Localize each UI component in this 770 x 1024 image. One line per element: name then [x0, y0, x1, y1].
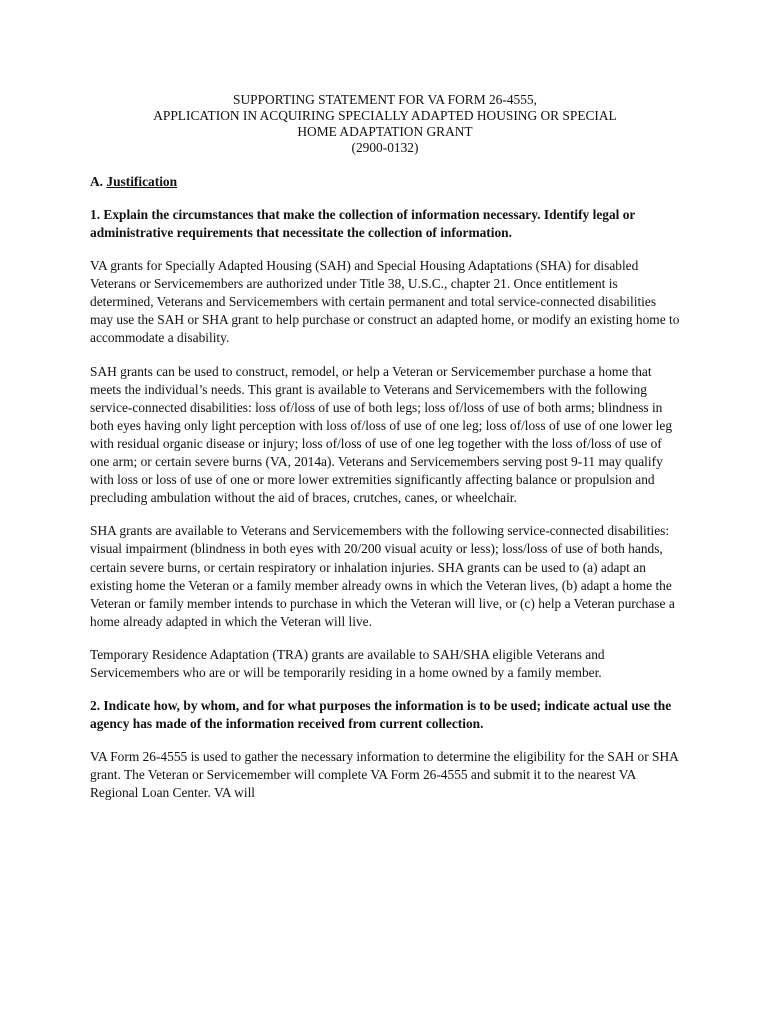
title-line-1: SUPPORTING STATEMENT FOR VA FORM 26-4555,: [233, 92, 537, 107]
section-a-prefix: A.: [90, 174, 104, 189]
paragraph-sha-grants: SHA grants are available to Veterans and Servicemembers with the following service-connected disabilities: visual impairment (blindness in both eyes with 20/200 visual acuity or less); loss/loss of use of both hands, certain severe burns, or certain respiratory or inhalation injuries. SHA grants can be used to (a) adapt an existing home the Veteran or a family member already owns in which the Veteran lives, (b) adapt a home the Veteran or family member intends to purchase in which the Veteran will live, or (c) help a Veteran purchase a home already adapted in which the Veteran will live.: [90, 523, 675, 629]
paragraph-tra-grants: Temporary Residence Adaptation (TRA) grants are available to SAH/SHA eligible Veterans and Servicemembers who are or will be temporarily residing in a home owned by a family member.: [90, 646, 605, 680]
title-line-3: HOME ADAPTATION GRANT: [297, 124, 473, 139]
question-1: 1. Explain the circumstances that make the collection of information necessary. Identify legal or administrative requirements that necessitate the collection of information.: [90, 207, 636, 241]
paragraph-sah-sha-authority: VA grants for Specially Adapted Housing (SAH) and Special Housing Adaptations (SHA) for disabled Veterans or Servicemembers are authorized under Title 38, U.S.C., chapter 21. Once entitlement is determined, Veterans and Servicemembers with certain permanent and total service-connected disabilities may use the SAH or SHA grant to help purchase or construct an adapted home, or modify an existing home to accommodate a disability.: [90, 258, 680, 346]
document-title: [90, 92, 680, 156]
title-line-2: APPLICATION IN ACQUIRING SPECIALLY ADAPTED HOUSING OR SPECIAL: [153, 108, 617, 123]
section-a-label: Justification: [106, 174, 178, 189]
document-page: [90, 92, 680, 802]
question-2: 2. Indicate how, by whom, and for what purposes the information is to be used; indicate actual use the agency has made of the information received from current collection.: [90, 698, 672, 732]
title-line-4: (2900-0132): [351, 140, 419, 155]
paragraph-sah-grants: SAH grants can be used to construct, remodel, or help a Veteran or Servicemember purchase a home that meets the individual’s needs. This grant is available to Veterans and Servicemembers with the following service-connected disabilities: loss of/loss of use of both legs; loss of/loss of use of both arms; blindness in both eyes having only light perception with loss of/loss of use of one leg; loss of/loss of use of one lower leg with residual organic disease or injury; loss of/loss of use of one leg together with the loss of/loss of use of one arm; or certain severe burns (VA, 2014a). Veterans and Servicemembers serving post 9-11 may qualify with loss or loss of use of one or more lower extremities significantly affecting balance or propulsion and precluding ambulation without the aid of braces, crutches, canes, or wheelchair.: [90, 363, 673, 506]
section-a-heading: [90, 173, 680, 191]
paragraph-form-usage: VA Form 26-4555 is used to gather the necessary information to determine the eligibility for the SAH or SHA grant. The Veteran or Servicemember will complete VA Form 26-4555 and submit it to the nearest VA Regional Loan Center. VA will: [90, 749, 679, 801]
